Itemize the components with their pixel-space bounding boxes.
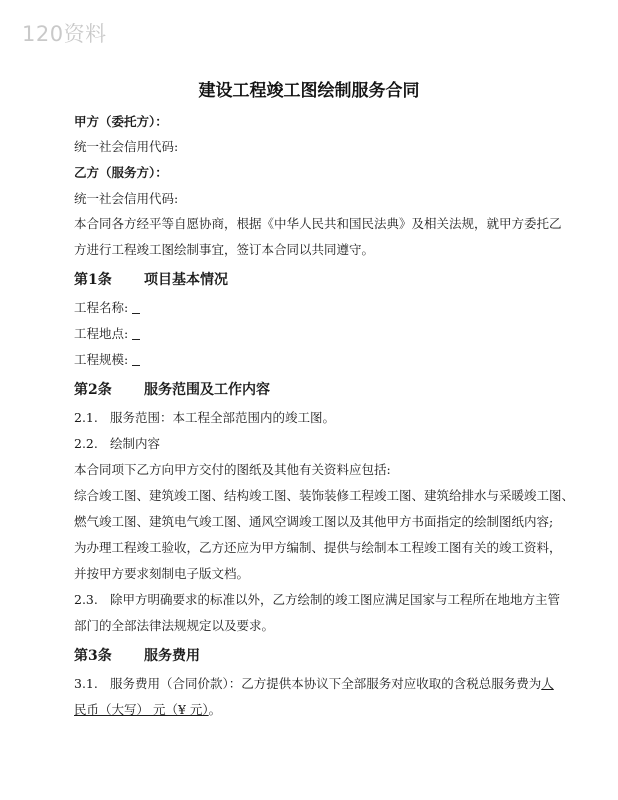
completion-docs-line-1: 为办理工程竣工验收，乙方还应为甲方编制、提供与绘制本工程竣工图有关的竣工资料， [74, 540, 562, 555]
party-a-code-label: 统一社会信用代码: [74, 139, 179, 154]
clause-2-1 [74, 409, 564, 427]
fee-amount-blank: 民币（大写） 元（¥ 元） [74, 702, 209, 717]
deliverables-line-1: 综合竣工图、建筑竣工图、结构竣工图、装饰装修工程竣工图、建筑给排水与采暖竣工图、 [74, 488, 575, 503]
article-2-number: 第2条 [74, 382, 112, 398]
completion-docs-line-2: 并按甲方要求刻制电子版文档。 [74, 566, 250, 581]
document-title: 建设工程竣工图绘制服务合同 [198, 81, 420, 101]
article-1-heading [74, 269, 228, 289]
article-3-title: 服务费用 [144, 648, 200, 664]
project-scale-row [74, 351, 564, 369]
article-1-title: 项目基本情况 [144, 272, 228, 288]
deliverables-intro: 本合同项下乙方向甲方交付的图纸及其他有关资料应包括: [74, 462, 391, 477]
watermark: 120资料 [22, 22, 107, 46]
clause-3-1-tail: 人 [541, 676, 554, 691]
clause-2-3-line-2: 部门的全部法律法规规定以及要求。 [74, 618, 275, 633]
party-b-label: 乙方（服务方）： [74, 165, 168, 180]
clause-2-3-text: 除甲方明确要求的标准以外，乙方绘制的竣工图应满足国家与工程所在地地方主管 [110, 592, 561, 607]
party-a-label: 甲方（委托方）： [74, 114, 168, 129]
clause-2-3-number: 2.3. [74, 592, 98, 607]
deliverables-line-2: 燃气竣工图、建筑电气竣工图、通风空调竣工图以及其他甲方书面指定的绘制图纸内容; [74, 514, 554, 529]
project-name-row [74, 299, 564, 317]
clause-2-3 [74, 591, 564, 609]
clause-2-1-text: 服务范围：本工程全部范围内的竣工图。 [110, 410, 336, 425]
party-b-code-label: 统一社会信用代码: [74, 191, 179, 206]
clause-3-1 [74, 675, 564, 693]
article-3-heading [74, 645, 200, 665]
clause-3-1-end: 。 [208, 702, 222, 717]
clause-2-2 [74, 435, 564, 453]
article-3-number: 第3条 [74, 648, 112, 664]
intro-line-2: 方进行工程竣工图绘制事宜，签订本合同以共同遵守。 [74, 242, 375, 257]
clause-2-2-text: 绘制内容 [110, 436, 161, 451]
project-name-blank [132, 301, 140, 314]
intro-line-1: 本合同各方经平等自愿协商，根据《中华人民共和国民法典》及相关法规，就甲方委托乙 [74, 216, 562, 231]
clause-3-1-number: 3.1. [74, 676, 98, 691]
project-name-label: 工程名称: [74, 300, 129, 315]
clause-2-1-number: 2.1. [74, 410, 98, 425]
article-1-number: 第1条 [74, 272, 112, 288]
project-location-blank [132, 327, 140, 340]
project-scale-label: 工程规模: [74, 352, 129, 367]
project-location-row [74, 325, 564, 343]
clause-2-2-number: 2.2. [74, 436, 98, 451]
project-location-label: 工程地点: [74, 326, 129, 341]
clause-3-1-line-2 [74, 701, 564, 719]
article-2-heading [74, 379, 270, 399]
clause-3-1-text: 服务费用（合同价款）：乙方提供本协议下全部服务对应收取的含税总服务费为 [110, 676, 542, 691]
project-scale-blank [132, 353, 140, 366]
article-2-title: 服务范围及工作内容 [144, 382, 270, 398]
